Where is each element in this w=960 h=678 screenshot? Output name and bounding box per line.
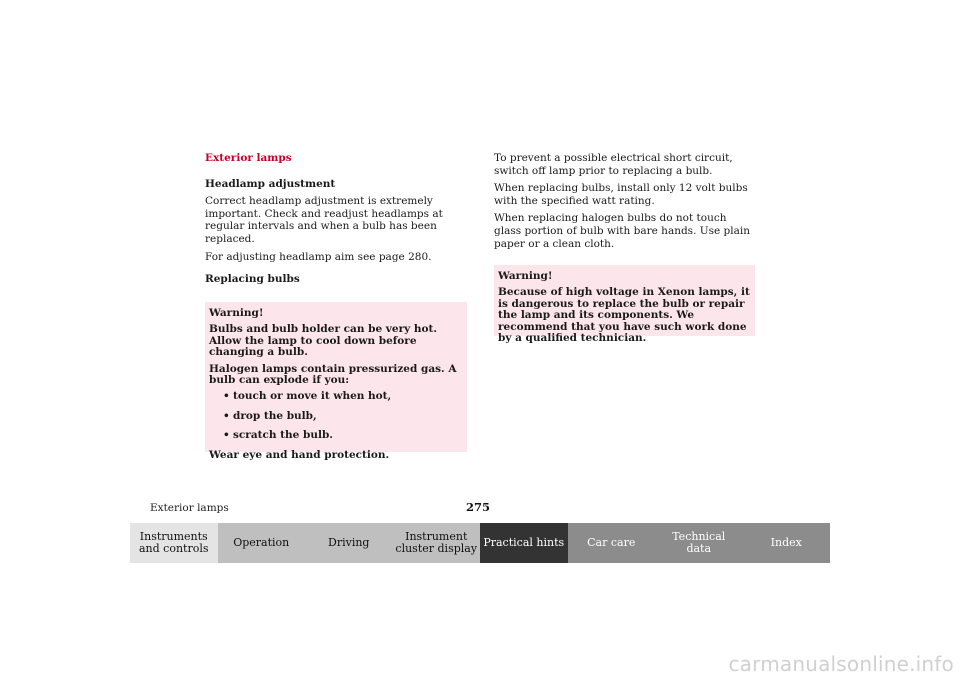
tab-instruments-and-controls[interactable]: Instruments and controls: [130, 523, 218, 563]
warning-text-hot: Bulbs and bulb holder can be very hot. Allow the lamp to cool down before changing a bulb.: [209, 323, 438, 359]
chapter-nav-bar: [130, 523, 830, 563]
section-title: Exterior lamps: [205, 152, 292, 164]
footer-section-label: Exterior lamps: [150, 502, 229, 514]
warning-bullet: • scratch the bulb.: [223, 429, 333, 442]
watermark: carmanualsonline.info: [728, 652, 954, 676]
page-number: 275: [466, 500, 491, 514]
tab-operation[interactable]: Operation: [218, 523, 306, 563]
warning-bullet: • drop the bulb,: [223, 409, 317, 422]
tab-index[interactable]: Index: [743, 523, 831, 563]
hot-bulb-warning-box: [205, 302, 467, 461]
bullet-icon: •: [223, 429, 230, 442]
tab-car-care[interactable]: Car care: [568, 523, 656, 563]
warning-text-xenon: Because of high voltage in Xenon lamps, it is dangerous to replace the bulb or repair the lamp and its components. We recommend that you have such work done by a qualified technician.: [498, 286, 750, 345]
right-column: [494, 152, 756, 255]
left-column: [205, 152, 467, 291]
volt-rating-text: When replacing bulbs, install only 12 volt bulbs with the specified watt rating.: [494, 182, 748, 207]
bullet-icon: •: [223, 409, 230, 422]
warning-bullet-list: [209, 391, 462, 441]
short-circuit-text: To prevent a possible electrical short circuit, switch off lamp prior to replacing a bulb.: [494, 152, 733, 177]
bullet-icon: •: [223, 390, 230, 403]
headlamp-adjustment-text: Correct headlamp adjustment is extremely important. Check and readjust headlamps at regular intervals and when a bulb has been replaced.: [205, 195, 443, 245]
warning-title: Warning!: [209, 307, 264, 319]
tab-driving[interactable]: Driving: [305, 523, 393, 563]
warning-text-protection: Wear eye and hand protection.: [209, 448, 390, 461]
replacing-bulbs-heading: Replacing bulbs: [205, 273, 300, 286]
tab-technical-data[interactable]: Technical data: [655, 523, 743, 563]
headlamp-aim-reference: For adjusting headlamp aim see page 280.: [205, 250, 432, 263]
tab-practical-hints[interactable]: Practical hints: [480, 523, 568, 563]
halogen-glass-text: When replacing halogen bulbs do not touch glass portion of bulb with bare hands. Use plain paper or a clean cloth.: [494, 212, 750, 250]
warning-bullet: • touch or move it when hot,: [223, 390, 392, 403]
warning-text-pressurized: Halogen lamps contain pressurized gas. A bulb can explode if you:: [209, 362, 457, 387]
xenon-warning-box: [494, 265, 755, 345]
headlamp-adjustment-heading: Headlamp adjustment: [205, 177, 336, 190]
tab-instrument-cluster-display[interactable]: Instrument cluster display: [393, 523, 481, 563]
warning-title: Warning!: [498, 270, 553, 282]
